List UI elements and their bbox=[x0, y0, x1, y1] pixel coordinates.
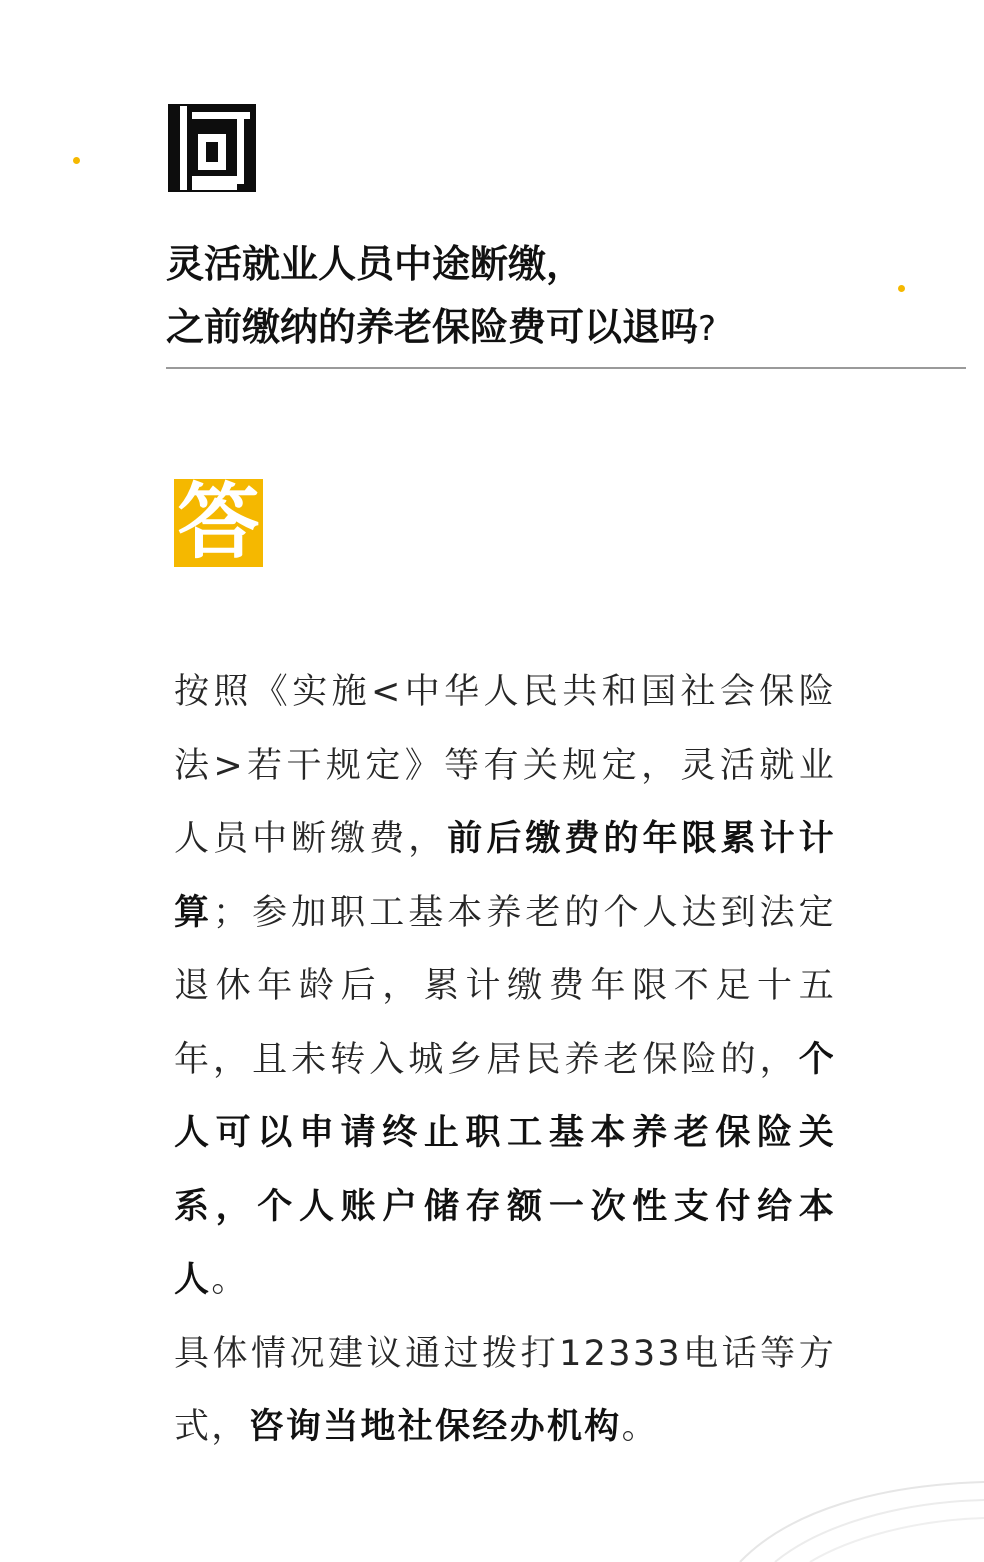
question-label-icon bbox=[168, 104, 256, 192]
answer-text bbox=[174, 656, 836, 1465]
answer-text-segment: 按照《实施<中华人民共和国社会保险法>若干规定》等有关规定，灵活就业人员中断缴费， bbox=[174, 672, 836, 859]
question-line-2 bbox=[166, 296, 946, 361]
answer-text-segment: 。 bbox=[211, 1260, 249, 1300]
answer-paragraph-1 bbox=[174, 656, 836, 1318]
answer-emphasis: 咨询当地社保经办机构 bbox=[248, 1407, 622, 1447]
decorative-dot bbox=[73, 157, 80, 164]
answer-label-box bbox=[174, 479, 263, 567]
answer-emphasis: 前后缴费的年限累计计算 bbox=[174, 819, 836, 933]
answer-emphasis: 个人可以申请终止职工基本养老保险关系，个人账户储存额一次性支付给本人 bbox=[174, 1039, 836, 1300]
answer-label: 答 bbox=[177, 479, 260, 567]
question-line-1: 灵活就业人员中途断缴， bbox=[166, 242, 585, 286]
question-line-2-text: 之前缴纳的养老保险费可以退吗 bbox=[166, 305, 699, 349]
answer-text-segment: 具体情况建议通过拨打12333电话等方式， bbox=[174, 1333, 836, 1447]
question-mark: ? bbox=[698, 309, 717, 349]
divider bbox=[166, 367, 966, 369]
answer-text-segment: ；参加职工基本养老的个人达到法定退休年龄后，累计缴费年限不足十五年，且未转入城乡居民养老保险的， bbox=[174, 892, 836, 1080]
answer-text-segment: 。 bbox=[621, 1407, 659, 1447]
decorative-arcs bbox=[700, 1440, 984, 1562]
question-title bbox=[166, 233, 946, 361]
